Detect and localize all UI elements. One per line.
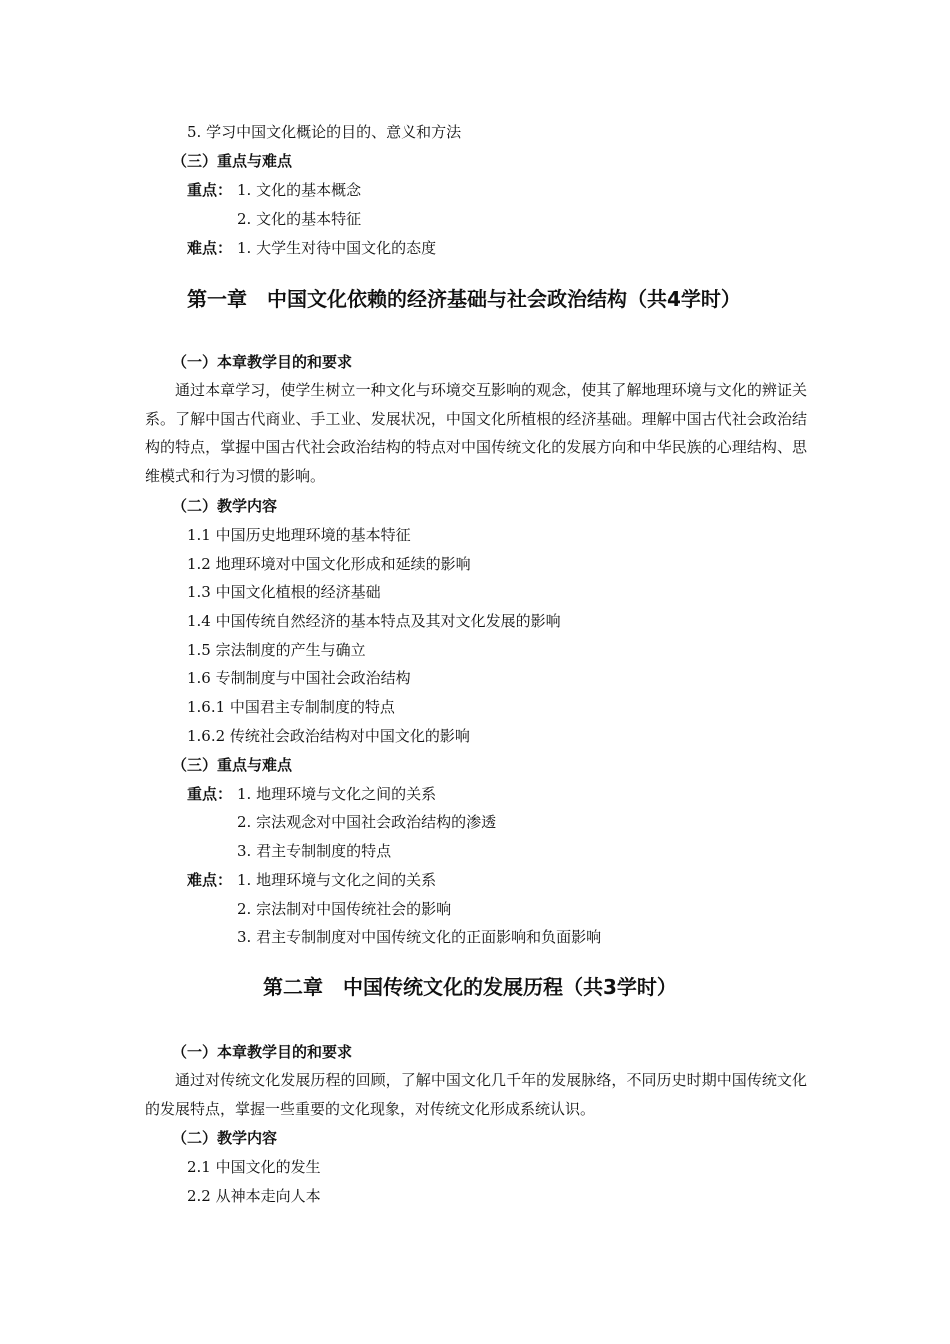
key-points-label: 重点：	[187, 785, 233, 803]
list-item: 1.5 宗法制度的产生与确立	[187, 641, 366, 659]
list-item: 2. 宗法制对中国传统社会的影响	[237, 900, 452, 918]
list-item: 1. 地理环境与文化之间的关系	[237, 785, 437, 803]
list-item: 2.2 从神本走向人本	[187, 1187, 321, 1205]
list-item: 1.4 中国传统自然经济的基本特点及其对文化发展的影响	[187, 612, 561, 630]
section-heading: （一）本章教学目的和要求	[172, 353, 353, 371]
list-item: 2. 宗法观念对中国社会政治结构的渗透	[237, 813, 497, 831]
list-item: 3. 君主专制制度对中国传统文化的正面影响和负面影响	[237, 928, 602, 946]
chapter-paragraph: 通过本章学习，使学生树立一种文化与环境交互影响的观念，使其了解地理环境与文化的辨证关系。了解中国古代商业、手工业、发展状况，中国文化所植根的经济基础。理解中国古代社会政治结构的特点，掌握中国古代社会政治结构的特点对中国传统文化的发展方向和中华民族的心理结构、思维模式和行为习惯的影响。	[145, 381, 807, 486]
key-points-label: 重点：	[187, 181, 233, 199]
list-item: 5. 学习中国文化概论的目的、意义和方法	[187, 123, 462, 141]
list-item: 1.6.2 传统社会政治结构对中国文化的影响	[187, 727, 470, 745]
section-heading: （三）重点与难点	[172, 152, 293, 170]
section-heading: （一）本章教学目的和要求	[172, 1043, 353, 1061]
list-item: 1.1 中国历史地理环境的基本特征	[187, 526, 411, 544]
list-item: 1.3 中国文化植根的经济基础	[187, 583, 381, 601]
list-item: 1. 地理环境与文化之间的关系	[237, 871, 437, 889]
list-item: 1.6.1 中国君主专制制度的特点	[187, 698, 395, 716]
list-item: 2.1 中国文化的发生	[187, 1158, 321, 1176]
difficult-points-label: 难点：	[187, 239, 233, 257]
list-item: 1. 文化的基本概念	[237, 181, 362, 199]
section-heading: （二）教学内容	[172, 497, 278, 515]
chapter-paragraph: 通过对传统文化发展历程的回顾，了解中国文化几千年的发展脉络，不同历史时期中国传统文化的发展特点，掌握一些重要的文化现象，对传统文化形成系统认识。	[145, 1071, 807, 1118]
list-item: 3. 君主专制制度的特点	[237, 842, 392, 860]
section-heading: （二）教学内容	[172, 1129, 278, 1147]
list-item: 1.6 专制制度与中国社会政治结构	[187, 669, 411, 687]
list-item: 1. 大学生对待中国文化的态度	[237, 239, 437, 257]
list-item: 2. 文化的基本特征	[237, 210, 362, 228]
section-heading: （三）重点与难点	[172, 756, 293, 774]
chapter-title: 第一章 中国文化依赖的经济基础与社会政治结构（共4学时）	[187, 287, 741, 311]
chapter-title: 第二章 中国传统文化的发展历程（共3学时）	[263, 975, 677, 999]
difficult-points-label: 难点：	[187, 871, 233, 889]
list-item: 1.2 地理环境对中国文化形成和延续的影响	[187, 555, 471, 573]
